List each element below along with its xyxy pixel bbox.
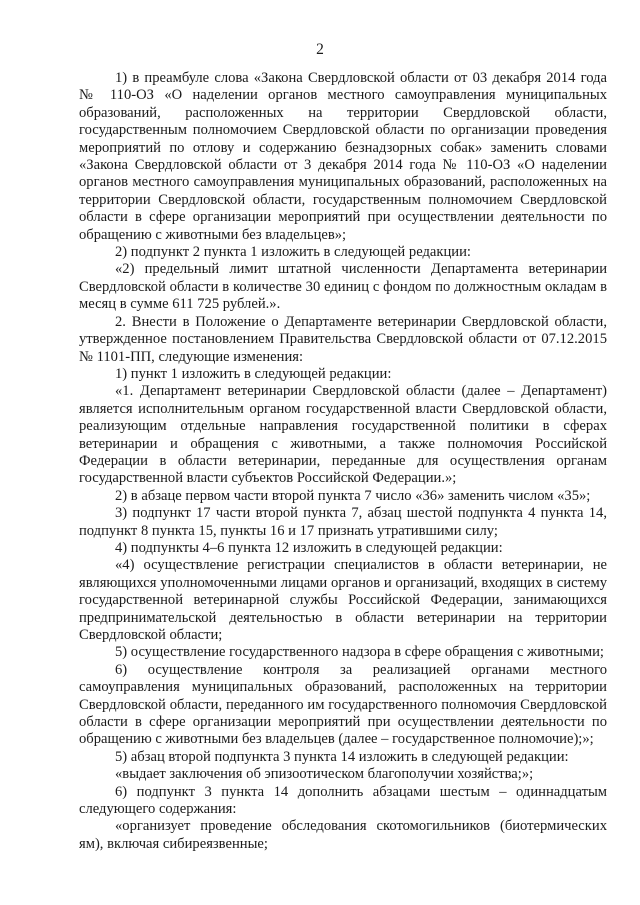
document-body (79, 70, 607, 853)
paragraph-2: 2) подпункт 2 пункта 1 изложить в следующей редакции: (115, 244, 471, 261)
paragraph-15: 6) подпункт 3 пункта 14 дополнить абзацами шестым – одиннадцатым следующего содержания: (79, 783, 607, 818)
paragraph-16: «организует проведение обследования скотомогильников (биотермических ям), включая сибиреязвенные; (79, 818, 607, 852)
paragraph-7: 2) в абзаце первом части второй пункта 7 число «36» заменить числом «35»; (115, 487, 591, 504)
paragraph-14: «выдает заключения об эпизоотическом благополучии хозяйства;»; (115, 766, 534, 783)
paragraph-10: «4) осуществление регистрации специалистов в области ветеринарии, не являющихся уполномоченными лицами органов и организаций, входящих в систему государственной ветеринарной службы Российской Федерации, занимающихся предпринимательской деятельностью в области ветеринарии на территории Свердловской области; (79, 557, 607, 643)
paragraph-6: «1. Департамент ветеринарии Свердловской области (далее – Департамент) является исполнительным органом государственной власти Свердловской области, реализующим отдельные направления государственной политики в сферах ветеринарии и обращения с животными, а также полномочия Российской Федерации в области ветеринарии, переданные для осуществления органам государственной власти субъектов Российской Федерации.»; (79, 383, 607, 487)
paragraph-3: «2) предельный лимит штатной численности Департамента ветеринарии Свердловской области в количестве 30 единиц с фондом по должностным окладам в месяц в сумме 611 725 рублей.». (79, 261, 607, 313)
paragraph-8: 3) подпункт 17 части второй пункта 7, абзац шестой подпункта 4 пункта 14, подпункт 8 пункта 15, пункты 16 и 17 признать утратившими силу; (79, 505, 607, 539)
paragraph-5: 1) пункт 1 изложить в следующей редакции: (115, 365, 392, 382)
paragraph-9: 4) подпункты 4–6 пункта 12 изложить в следующей редакции: (115, 539, 503, 556)
paragraph-11: 5) осуществление государственного надзора в сфере обращения с животными; (115, 644, 604, 661)
paragraph-1: 1) в преамбуле слова «Закона Свердловской области от 03 декабря 2014 года № 110-ОЗ «О наделении органов местного самоуправления муниципальных образований, расположенных на территории Свердловской области, государственным полномочием Свердловской области по организации проведения мероприятий по отлову и содержанию безнадзорных собак» заменить словами «Закона Свердловской области от 3 декабря 2014 года № 110-ОЗ «О наделении органов местного самоуправления муниципальных образований, расположенных на территории Свердловской области, государственным полномочием Свердловской области в сфере организации мероприятий при осуществлении деятельности по обращению с животными без владельцев»; (79, 70, 607, 243)
paragraph-12: 6) осуществление контроля за реализацией органами местного самоуправления муниципальных образований, расположенных на территории Свердловской области, переданного им государственного полномочия Свердловской области в сфере организации мероприятий при осуществлении деятельности по обращению с животными без владельцев (далее – государственное полномочие);»; (79, 661, 607, 748)
paragraph-13: 5) абзац второй подпункта 3 пункта 14 изложить в следующей редакции: (115, 748, 569, 765)
paragraph-4: 2. Внести в Положение о Департаменте ветеринарии Свердловской области, утвержденное постановлением Правительства Свердловской области от 07.12.2015 № 1101-ПП, следующие изменения: (79, 313, 607, 365)
page-number: 2 (316, 41, 324, 58)
